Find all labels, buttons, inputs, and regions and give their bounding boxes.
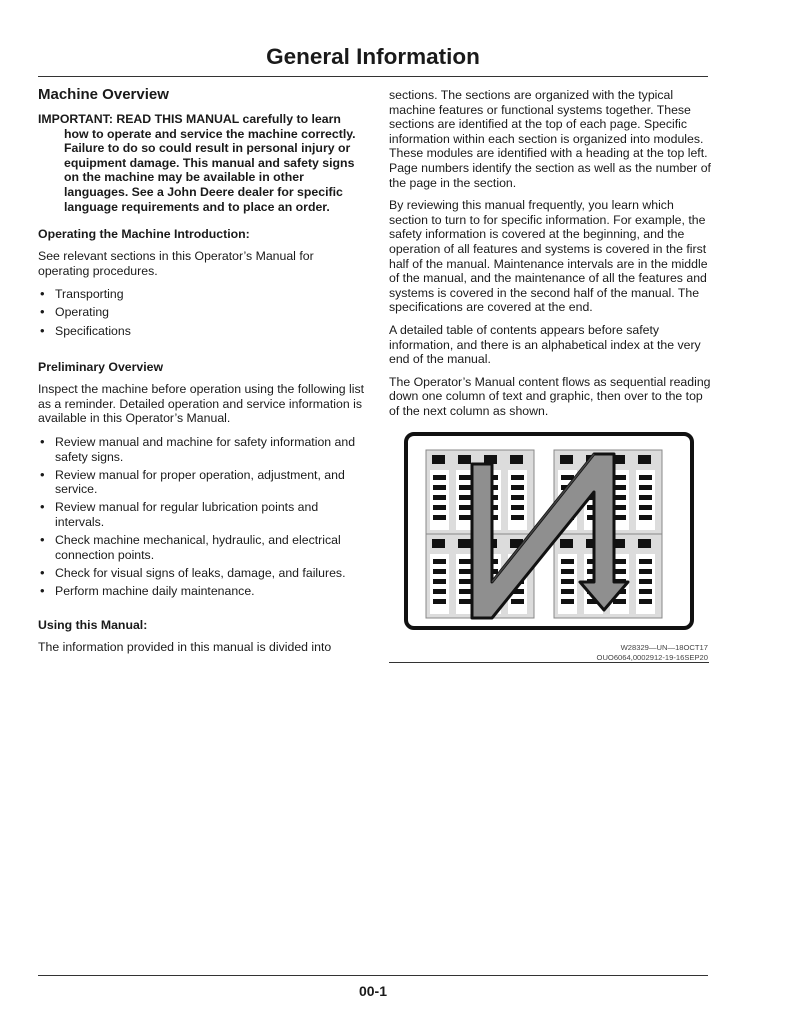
figure-rule	[389, 662, 709, 663]
footer-rule	[38, 975, 708, 976]
operating-intro-text: See relevant sections in this Operator’s Manual for operating procedures.	[38, 249, 314, 278]
right-column	[389, 88, 711, 426]
list-item: • Operating	[38, 305, 368, 320]
header-rule	[38, 76, 708, 77]
list-item: • Specifications	[38, 324, 368, 339]
page-number: 00-1	[358, 983, 388, 999]
paragraph: By reviewing this manual frequently, you learn which section to turn to for specific information. For example, the safety information is covered at the beginning, and the operation of all features and systems is covered in the first half of the manual. Maintenance intervals are in the middle of the manual, and the maintenance of all the features and systems is covered in the second half of the manual. The specifications are covered at the end.	[389, 198, 708, 315]
important-notice: IMPORTANT: READ THIS MANUAL carefully to learn how to operate and service the machine correctly. Failure to do so could result in personal injury or equipment damage. This manual and safety signs on the machine may be available in other languages. See a John Deere dealer for specific language requirements and to place an order.	[38, 112, 356, 214]
preliminary-list	[38, 435, 368, 598]
preliminary-heading: Preliminary Overview	[38, 360, 164, 375]
using-manual-text: The information provided in this manual is divided into	[38, 640, 332, 655]
paragraph: sections. The sections are organized with the typical machine features or functional systems together. These sections are identified at the top of each page. Specific information within each section is organized into modules. These modules are identified with a heading at the top left. Page numbers identify the section as well as the number of the page in the section.	[389, 88, 711, 190]
list-item: • Review manual and machine for safety information and safety signs.	[38, 435, 368, 464]
list-item: • Check for visual signs of leaks, damage, and failures.	[38, 566, 368, 581]
list-item: • Review manual for proper operation, adjustment, and service.	[38, 468, 368, 497]
paragraph: The Operator’s Manual content flows as sequential reading down one column of text and graphic, then over to the top of the next column as shown.	[389, 374, 711, 418]
operating-intro-list	[38, 287, 368, 338]
reading-flow-illustration	[404, 432, 694, 630]
operating-intro-heading: Operating the Machine Introduction:	[38, 227, 250, 242]
module-id: OUO6064,0002912-19-16SEP20	[596, 653, 708, 662]
list-item: • Check machine mechanical, hydraulic, and electrical connection points.	[38, 533, 368, 562]
list-item: • Transporting	[38, 287, 368, 302]
section-title: Machine Overview	[38, 86, 169, 103]
page-title: General Information	[266, 44, 480, 69]
figure-caption: W28329—UN—18OCT17	[620, 643, 708, 652]
left-column	[38, 86, 368, 664]
list-item: • Review manual for regular lubrication points and intervals.	[38, 500, 368, 529]
preliminary-text: Inspect the machine before operation using the following list as a reminder. Detailed operation and service information is available in this Operator’s Manual.	[38, 382, 365, 426]
paragraph: A detailed table of contents appears before safety information, and there is an alphabetical index at the very end of the manual.	[389, 322, 701, 367]
list-item: • Perform machine daily maintenance.	[38, 584, 368, 599]
using-manual-heading: Using this Manual:	[38, 618, 148, 633]
